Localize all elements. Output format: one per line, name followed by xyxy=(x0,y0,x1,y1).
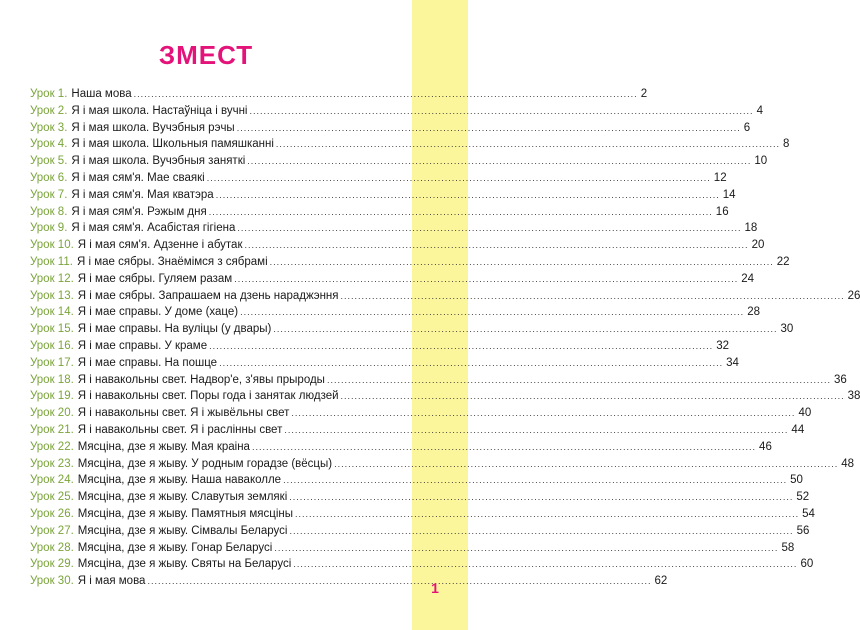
lesson-page-number: 14 xyxy=(722,188,736,201)
toc-entry[interactable] xyxy=(30,271,755,288)
lesson-number: Урок 14. xyxy=(30,306,74,319)
lesson-number: Урок 16. xyxy=(30,339,74,352)
dot-leader xyxy=(207,170,711,187)
lesson-number: Урок 1. xyxy=(30,88,68,100)
lesson-number: Урок 3. xyxy=(30,121,68,134)
lesson-page-number: 22 xyxy=(776,255,790,268)
lesson-page-number: 32 xyxy=(716,339,729,352)
toc-entry[interactable] xyxy=(30,405,812,422)
toc-entry[interactable] xyxy=(30,489,810,506)
dot-leader xyxy=(249,103,753,120)
lesson-number: Урок 23. xyxy=(30,457,74,470)
toc-entry[interactable] xyxy=(30,103,763,120)
lesson-number: Урок 8. xyxy=(30,205,68,218)
lesson-number: Урок 5. xyxy=(30,155,68,168)
lesson-number: Урок 18. xyxy=(30,373,74,386)
lesson-number: Урок 12. xyxy=(30,272,74,285)
lesson-title: Я і мае сябры. Знаёмімся з сябрамі xyxy=(76,255,268,268)
toc-entry[interactable] xyxy=(30,220,758,237)
lesson-title: Я і мая сям'я. Мая кватэра xyxy=(71,188,214,201)
lesson-number: Урок 25. xyxy=(30,491,74,504)
lesson-page-number: 6 xyxy=(743,121,751,134)
dot-leader xyxy=(293,556,797,573)
lesson-page-number: 50 xyxy=(790,474,803,487)
lesson-number: Урок 6. xyxy=(30,171,68,184)
lesson-page-number: 56 xyxy=(796,524,810,537)
lesson-page-number: 4 xyxy=(756,104,763,117)
toc-entry[interactable] xyxy=(30,388,860,405)
dot-leader xyxy=(334,456,838,473)
dot-leader xyxy=(209,338,713,355)
lesson-title: Я і мая мова xyxy=(77,575,146,588)
dot-leader xyxy=(234,271,738,288)
toc-entry[interactable] xyxy=(30,304,760,321)
lesson-title: Я і навакольны свет. Я і жывёльны свет xyxy=(77,407,290,420)
lesson-title: Я і мая сям'я. Адзенне і абутак xyxy=(77,239,243,252)
toc-entry[interactable] xyxy=(30,456,854,473)
lesson-title: Я і навакольны свет. Я і раслінны свет xyxy=(77,423,283,436)
lesson-page-number: 62 xyxy=(654,575,668,588)
lesson-title: Я і мае сябры. Запрашаем на дзень нараджэння xyxy=(77,289,339,302)
lesson-title: Мясціна, дзе я жыву. Славутыя землякі xyxy=(77,491,288,504)
dot-leader xyxy=(252,439,756,456)
lesson-page-number: 34 xyxy=(726,356,739,369)
dot-leader xyxy=(216,187,720,204)
dot-leader xyxy=(274,540,778,557)
dot-leader xyxy=(291,405,795,422)
lesson-title: Мясціна, дзе я жыву. Сімвалы Беларусі xyxy=(77,524,288,537)
toc-entry[interactable] xyxy=(30,254,790,271)
page-title: ЗМЕСТ xyxy=(158,40,254,70)
dot-leader xyxy=(295,506,799,523)
lesson-page-number: 18 xyxy=(744,222,758,235)
lesson-number: Урок 28. xyxy=(30,541,74,554)
toc-entry[interactable] xyxy=(30,86,648,103)
lesson-number: Урок 30. xyxy=(30,575,74,588)
toc-entry[interactable] xyxy=(30,439,772,456)
toc-entry[interactable] xyxy=(30,321,794,338)
toc-entry[interactable] xyxy=(30,523,810,540)
dot-leader xyxy=(237,220,741,237)
dot-leader xyxy=(284,422,788,439)
dot-leader xyxy=(219,355,723,372)
lesson-page-number: 30 xyxy=(780,323,794,336)
lesson-title: Я і мае справы. У краме xyxy=(77,339,208,352)
lesson-page-number: 38 xyxy=(847,390,860,403)
lesson-number: Урок 19. xyxy=(30,390,74,403)
dot-leader xyxy=(134,86,638,103)
lesson-page-number: 28 xyxy=(747,306,760,319)
lesson-title: Я і мае справы. У доме (хаце) xyxy=(77,306,239,319)
lesson-title: Я і мая сям'я. Мае сваякі xyxy=(71,171,205,184)
dot-leader xyxy=(327,372,831,389)
lesson-number: Урок 2. xyxy=(30,104,68,117)
lesson-title: Я і мая школа. Вучэбныя рэчы xyxy=(71,121,235,134)
lesson-page-number: 8 xyxy=(783,138,790,151)
lesson-number: Урок 22. xyxy=(30,440,74,453)
lesson-page-number: 26 xyxy=(847,289,860,302)
lesson-title: Наша мова xyxy=(71,88,132,100)
toc-entry[interactable] xyxy=(30,506,815,523)
lesson-page-number: 16 xyxy=(715,205,729,218)
toc-entry[interactable] xyxy=(30,120,751,137)
lesson-page-number: 52 xyxy=(796,491,810,504)
lesson-number: Урок 7. xyxy=(30,188,68,201)
lesson-page-number: 60 xyxy=(800,558,814,571)
toc-entry[interactable] xyxy=(30,372,847,389)
dot-leader xyxy=(244,237,748,254)
toc-entry[interactable] xyxy=(30,556,814,573)
dot-leader xyxy=(273,321,777,338)
lesson-page-number: 12 xyxy=(713,171,727,184)
lesson-page-number: 10 xyxy=(754,155,768,168)
lesson-title: Мясціна, дзе я жыву. Мая краіна xyxy=(77,440,250,453)
lesson-number: Урок 29. xyxy=(30,558,74,571)
lesson-title: Мясціна, дзе я жыву. Памятныя мясціны xyxy=(77,507,294,520)
toc-entry[interactable] xyxy=(30,338,729,355)
dot-leader xyxy=(247,153,751,170)
lesson-title: Я і мая школа. Настаўніца і вучні xyxy=(71,104,248,117)
toc-entry[interactable] xyxy=(30,288,860,305)
toc-entry[interactable] xyxy=(30,422,805,439)
toc-entry[interactable] xyxy=(30,472,803,489)
lesson-title: Я і навакольны свет. Надвор'е, з'явы прыроды xyxy=(77,373,325,386)
lesson-page-number: 40 xyxy=(798,407,812,420)
dot-leader xyxy=(289,523,793,540)
lesson-number: Урок 11. xyxy=(30,255,73,268)
toc-entry[interactable] xyxy=(30,136,790,153)
lesson-title: Я і мае сябры. Гуляем разам xyxy=(77,272,233,285)
dot-leader xyxy=(341,388,845,405)
lesson-title: Я і мая сям'я. Асабістая гігіена xyxy=(71,222,236,235)
toc-entry[interactable] xyxy=(30,204,729,221)
lesson-number: Урок 17. xyxy=(30,356,74,369)
lesson-page-number: 24 xyxy=(741,272,755,285)
lesson-number: Урок 15. xyxy=(30,323,74,336)
lesson-number: Урок 10. xyxy=(30,239,74,252)
lesson-page-number: 58 xyxy=(781,541,795,554)
dot-leader xyxy=(209,204,713,221)
lesson-page-number: 54 xyxy=(802,507,815,520)
lesson-page-number: 2 xyxy=(640,88,648,100)
lesson-title: Я і мае справы. На пошце xyxy=(77,356,218,369)
toc-entry[interactable] xyxy=(30,540,795,557)
dot-leader xyxy=(283,472,787,489)
toc-entry[interactable] xyxy=(30,153,768,170)
dot-leader xyxy=(147,573,651,590)
lesson-title: Я і мая сям'я. Рэжым дня xyxy=(71,205,207,218)
page-number: 1 xyxy=(431,580,439,596)
lesson-page-number: 20 xyxy=(751,239,765,252)
lesson-title: Я і мая школа. Вучэбныя заняткі xyxy=(71,155,246,168)
dot-leader xyxy=(276,136,780,153)
toc-entry[interactable] xyxy=(30,187,736,204)
dot-leader xyxy=(237,120,741,137)
dot-leader xyxy=(270,254,774,271)
lesson-page-number: 44 xyxy=(791,423,805,436)
lesson-page-number: 46 xyxy=(759,440,772,453)
lesson-page-number: 36 xyxy=(834,373,847,386)
toc-entry[interactable] xyxy=(30,170,727,187)
lesson-number: Урок 4. xyxy=(30,138,68,151)
lesson-title: Мясціна, дзе я жыву. Святы на Беларусі xyxy=(77,558,292,571)
lesson-title: Я і мая школа. Школьныя памяшканні xyxy=(71,138,274,151)
lesson-page-number: 48 xyxy=(841,457,854,470)
lesson-number: Урок 27. xyxy=(30,524,74,537)
lesson-title: Мясціна, дзе я жыву. Наша наваколле xyxy=(77,474,282,487)
lesson-title: Мясціна, дзе я жыву. У родным горадзе (вёсцы) xyxy=(77,457,333,470)
lesson-number: Урок 20. xyxy=(30,407,74,420)
toc-entry[interactable] xyxy=(30,573,668,590)
dot-leader xyxy=(289,489,793,506)
dot-leader xyxy=(240,304,744,321)
lesson-number: Урок 21. xyxy=(30,423,74,436)
lesson-title: Я і навакольны свет. Поры года і занятак людзей xyxy=(77,390,339,403)
toc-entry[interactable] xyxy=(30,355,739,372)
dot-leader xyxy=(341,288,845,305)
toc-entry[interactable] xyxy=(30,237,765,254)
lesson-number: Урок 26. xyxy=(30,507,74,520)
lesson-number: Урок 13. xyxy=(30,289,74,302)
lesson-number: Урок 24. xyxy=(30,474,74,487)
lesson-title: Я і мае справы. На вуліцы (у двары) xyxy=(77,323,272,336)
lesson-number: Урок 9. xyxy=(30,222,68,235)
lesson-title: Мясціна, дзе я жыву. Гонар Беларусі xyxy=(77,541,273,554)
table-of-contents xyxy=(30,86,860,590)
